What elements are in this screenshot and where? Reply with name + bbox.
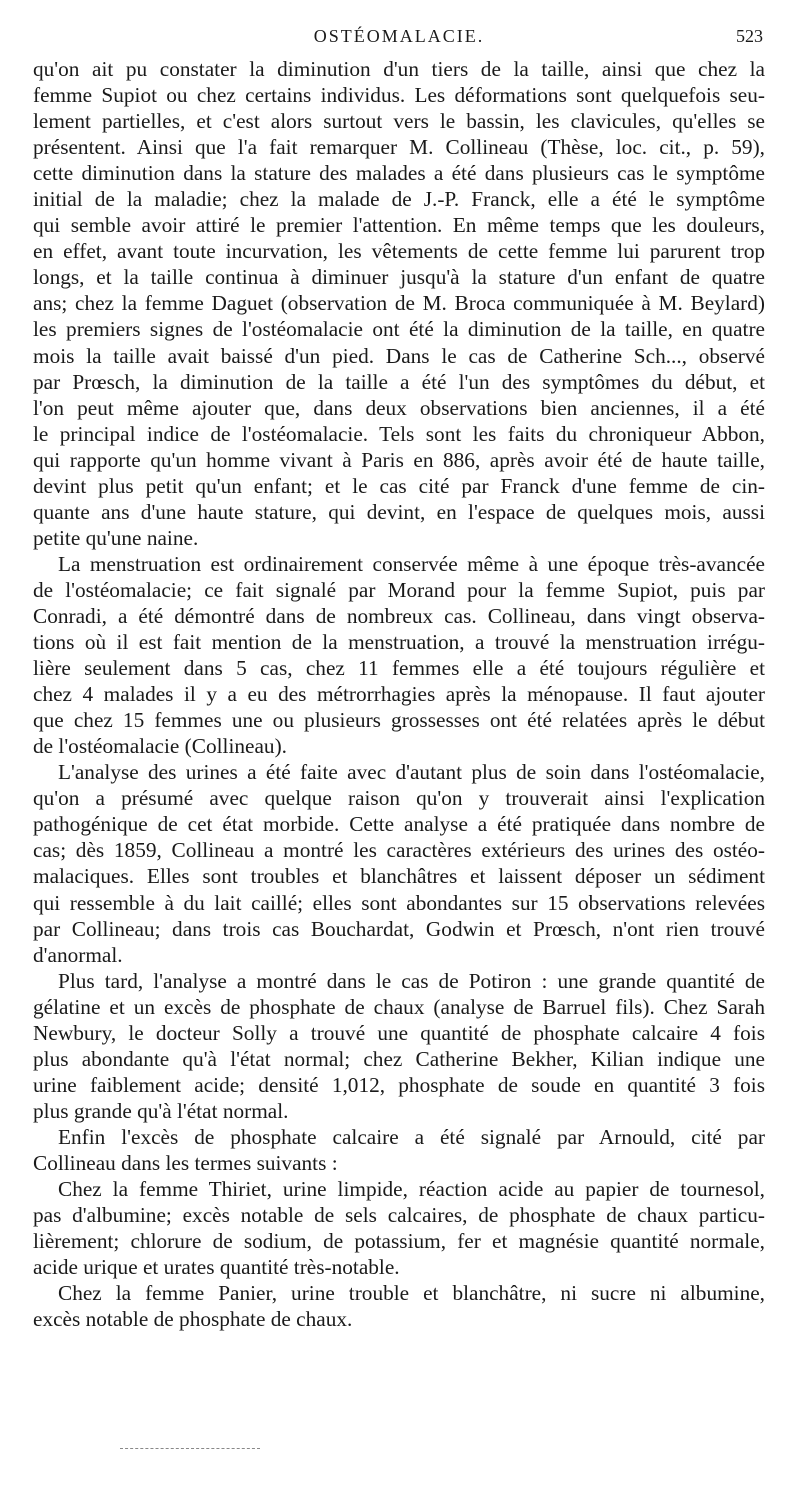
text-line: excès notable de phosphate de chaux. — [33, 1307, 353, 1332]
text-line: présentent. Ainsi que l'a fait remarquer M. Collineau (Thèse, loc. cit., p. 59), — [33, 135, 765, 160]
text-line: Chez la femme Panier, urine trouble et blanchâtre, ni sucre ni albumine, — [58, 1281, 765, 1306]
text-line: pas d'albumine; excès notable de sels calcaires, de phosphate de chaux particu- — [33, 1203, 765, 1228]
text-line: cas; dès 1859, Collineau a montré les caractères extérieurs des urines des ostéo- — [33, 838, 765, 863]
text-line: malaciques. Elles sont troubles et blanchâtres et laissent déposer un sédiment — [33, 864, 765, 889]
text-line: cette diminution dans la stature des malades a été dans plusieurs cas le symptôme — [33, 161, 765, 186]
text-line: qui rapporte qu'un homme vivant à Paris en 886, après avoir été de haute taille, — [33, 447, 765, 472]
text-line: en effet, avant toute incurvation, les vêtements de cette femme lui parurent trop — [33, 239, 765, 264]
text-line: le principal indice de l'ostéomalacie. Tels sont les faits du chroniqueur Abbon, — [33, 421, 765, 446]
text-line: petite qu'une naine. — [33, 525, 199, 550]
text-line: plus grande qu'à l'état normal. — [33, 1098, 289, 1123]
text-line: Plus tard, l'analyse a montré dans le cas de Potiron : une grande quantité de — [58, 968, 765, 993]
paragraph — [33, 1124, 765, 1176]
text-line: lement partielles, et c'est alors surtout vers le bassin, les clavicules, qu'elles se — [33, 109, 765, 134]
text-line: qu'on ait pu constater la diminution d'un tiers de la taille, ainsi que chez la — [33, 57, 765, 81]
text-line: L'analyse des urines a été faite avec d'autant plus de soin dans l'ostéomalacie, — [58, 760, 765, 785]
text-line: Conradi, a été démontré dans de nombreux cas. Collineau, dans vingt observa- — [33, 603, 765, 628]
text-line: d'anormal. — [33, 942, 123, 967]
paragraph — [33, 1176, 765, 1280]
body-text — [33, 56, 765, 1332]
paragraph — [33, 56, 765, 551]
text-line: que chez 15 femmes une ou plusieurs grossesses ont été relatées après le début — [33, 708, 765, 733]
text-line: initial de la maladie; chez la malade de J.-P. Franck, elle a été le symptôme — [33, 187, 765, 212]
page-number: 523 — [736, 26, 763, 46]
running-title: OSTÉOMALACIE. — [313, 26, 485, 46]
text-line: qui semble avoir attiré le premier l'attention. En même temps que les douleurs, — [33, 213, 765, 238]
paragraph — [33, 968, 765, 1124]
text-line: Chez la femme Thiriet, urine limpide, réaction acide au papier de tournesol, — [58, 1177, 765, 1202]
text-line: tions où il est fait mention de la menstruation, a trouvé la menstruation irrégu- — [33, 630, 765, 655]
paragraph — [33, 551, 765, 759]
text-line: de l'ostéomalacie (Collineau). — [33, 734, 287, 759]
text-line: quante ans d'une haute stature, qui devint, en l'espace de quelques mois, aussi — [33, 499, 765, 524]
running-head — [33, 0, 765, 56]
text-line: plus abondante qu'à l'état normal; chez Catherine Bekher, Kilian indique une — [33, 1046, 765, 1071]
text-line: femme Supiot ou chez certains individus. Les déformations sont quelquefois seu- — [33, 83, 765, 108]
text-line: pathogénique de cet état morbide. Cette analyse a été pratiquée dans nombre de — [33, 812, 765, 837]
text-line: Newbury, le docteur Solly a trouvé une quantité de phosphate calcaire 4 fois — [33, 1020, 765, 1045]
text-line: par Prœsch, la diminution de la taille a été l'un des symptômes du début, et — [33, 369, 765, 394]
text-line: longs, et la taille continua à diminuer jusqu'à la stature d'un enfant de quatre — [33, 265, 765, 290]
text-line: par Collineau; dans trois cas Bouchardat, Godwin et Prœsch, n'ont rien trouvé — [33, 916, 765, 941]
text-line: les premiers signes de l'ostéomalacie ont été la diminution de la taille, en quatre — [33, 317, 765, 342]
text-line: chez 4 malades il y a eu des métrorrhagies après la ménopause. Il faut ajouter — [33, 682, 765, 707]
text-line: urine faiblement acide; densité 1,012, phosphate de soude en quantité 3 fois — [33, 1072, 765, 1097]
text-line: ans; chez la femme Daguet (observation de M. Broca communiquée à M. Beylard) — [33, 291, 765, 316]
text-line: l'on peut même ajouter que, dans deux observations bien anciennes, il a été — [33, 395, 765, 420]
text-line: qu'on a présumé avec quelque raison qu'on y trouverait ainsi l'explication — [33, 786, 765, 811]
text-line: acide urique et urates quantité très-notable. — [33, 1255, 400, 1280]
footer-marks — [120, 1448, 260, 1451]
document-page — [33, 0, 765, 1332]
text-line: Enfin l'excès de phosphate calcaire a été signalé par Arnould, cité par — [58, 1124, 765, 1149]
paragraph — [33, 1280, 765, 1332]
text-line: La menstruation est ordinairement conservée même à une époque très-avancée — [58, 551, 765, 576]
text-line: gélatine et un excès de phosphate de chaux (analyse de Barruel fils). Chez Sarah — [33, 994, 765, 1019]
text-line: qui ressemble à du lait caillé; elles sont abondantes sur 15 observations relevées — [33, 890, 765, 915]
text-line: mois la taille avait baissé d'un pied. Dans le cas de Catherine Sch..., observé — [33, 343, 765, 368]
paragraph — [33, 759, 765, 967]
text-line: de l'ostéomalacie; ce fait signalé par Morand pour la femme Supiot, puis par — [33, 577, 765, 602]
text-line: lièrement; chlorure de sodium, de potassium, fer et magnésie quantité normale, — [33, 1229, 765, 1254]
text-line: lière seulement dans 5 cas, chez 11 femmes elle a été toujours régulière et — [33, 656, 765, 681]
text-line: devint plus petit qu'un enfant; et le cas cité par Franck d'une femme de cin- — [33, 473, 765, 498]
text-line: Collineau dans les termes suivants : — [33, 1150, 338, 1175]
